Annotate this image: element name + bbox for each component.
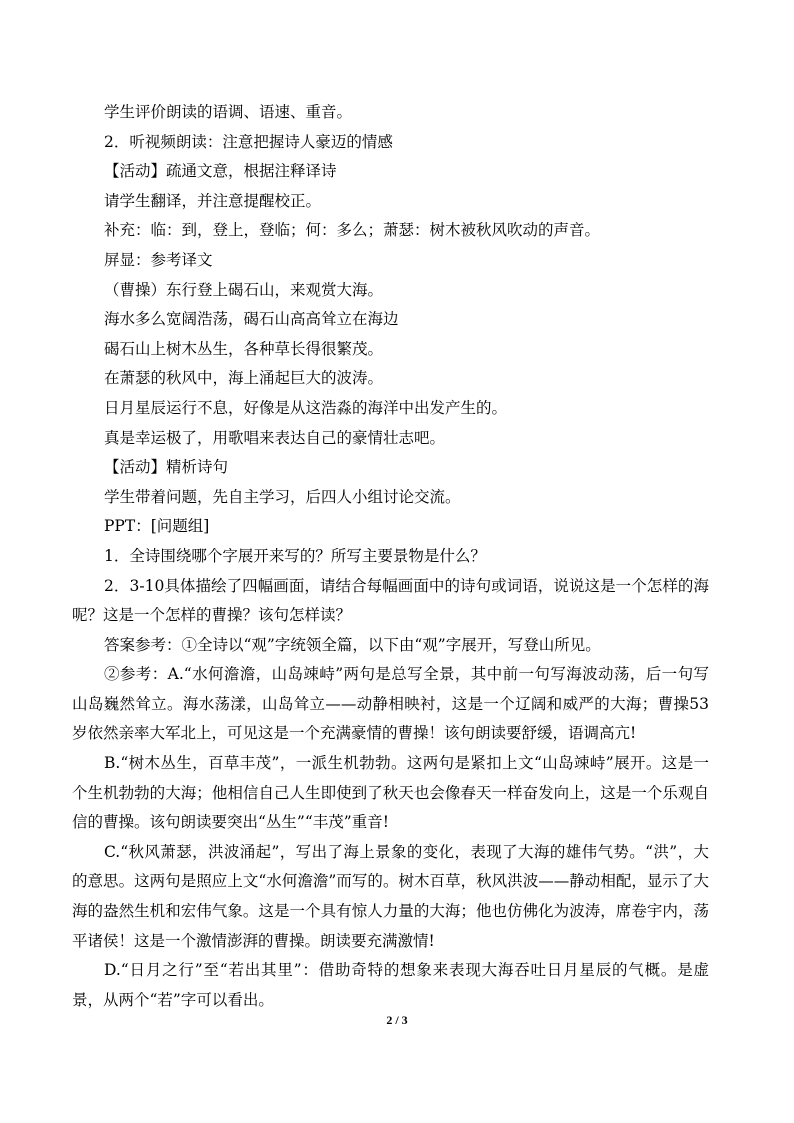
text-line: 屏显：参考译文 [104,250,213,269]
text-line: 学生评价朗读的语调、语速、重音。 [104,103,353,121]
activity-heading: 【活动】精析诗句 [104,458,229,477]
translation-line: 真是幸运极了，用歌唱来表达自己的豪情壮志吧。 [104,428,446,447]
translation-line: 日月星辰运行不息，好像是从这浩淼的海洋中出发产生的。 [104,398,508,417]
text-line: 2．听视频朗读：注意把握诗人豪迈的情感 [104,132,393,151]
activity-heading: 【活动】疏通文意，根据注释译诗 [104,162,337,181]
translation-line: 碣石山上树木丛生，各种草长得很繁茂。 [104,339,384,358]
answer-paragraph: B.“树木丛生，百草丰茂”，一派生机勃勃。这两句是紧扣上文“山岛竦峙”展开。这是一个生机勃勃的大海；他相信自己人生即使到了秋天也会像春天一样奋发向上，这是一个乐观自信的曹操。该句朗读要突出“丛生”“丰茂”重音! [72,754,709,832]
text-line: 请学生翻译，并注意提醒校正。 [104,191,322,210]
text-line: 补充：临：到，登上，登临；何：多么；萧瑟：树木被秋风吹动的声音。 [104,221,601,240]
page-number: 2 / 3 [386,1013,408,1027]
translation-line: 在萧瑟的秋风中，海上涌起巨大的波涛。 [104,369,384,388]
translation-line: （曹操）东行登上碣石山，来观赏大海。 [104,280,384,299]
text-line: 学生带着问题，先自主学习，后四人小组讨论交流。 [104,487,461,506]
answer-paragraph: 答案参考：①全诗以“观”字统领全篇，以下由“观”字展开，写登山所见。 [104,635,601,654]
question-paragraph: 2．3-10具体描绘了四幅画面，请结合每幅画面中的诗句或词语，说说这是一个怎样的海呢？这是一个怎样的曹操？该句怎样读？ [72,576,709,625]
document-body [72,98,709,1015]
answer-paragraph: ②参考：A.“水何澹澹，山岛竦峙”两句是总写全景，其中前一句写海波动荡，后一句写山岛巍然耸立。海水荡漾，山岛耸立——动静相映衬，这是一个辽阔和威严的大海；曹操53岁依然亲率大军北上，可见这是一个充满豪情的曹操！该句朗读要舒缓，语调高亢! [72,665,709,743]
answer-paragraph: D.“日月之行”至“若出其里”：借助奇特的想象来表现大海吞吐日月星辰的气概。是虚景，从两个“若”字可以看出。 [72,961,709,1009]
translation-line: 海水多么宽阔浩荡，碣石山高高耸立在海边 [104,310,399,329]
text-line: PPT：[问题组] [104,517,210,536]
question-line: 1．全诗围绕哪个字展开来写的？所写主要景物是什么？ [104,546,486,565]
answer-paragraph: C.“秋风萧瑟，洪波涌起”，写出了海上景象的变化，表现了大海的雄伟气势。“洪”，大的意思。这两句是照应上文“水何澹澹”而写的。树木百草，秋风洪波——静动相配，显示了大海的盎然生机和宏伟气象。这是一个具有惊人力量的大海；他也仿佛化为波涛，席卷宇内，荡平诸侯！这是一个激情澎湃的曹操。朗读要充满激情! [72,842,709,950]
